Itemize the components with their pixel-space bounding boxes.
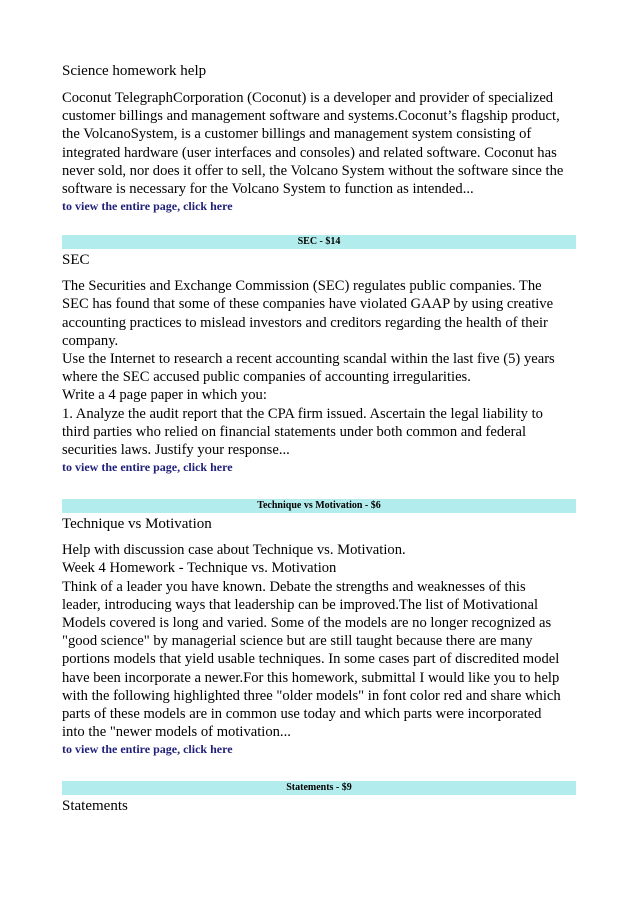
technique-banner: Technique vs Motivation - $6 bbox=[62, 499, 576, 513]
intro-title: Science homework help bbox=[62, 63, 207, 79]
document-page bbox=[62, 62, 576, 823]
technique-title: Technique vs Motivation bbox=[62, 516, 212, 533]
statements-title: Statements bbox=[62, 798, 128, 815]
sec-banner: SEC - $14 bbox=[62, 235, 576, 249]
intro-view-more-link[interactable]: to view the entire page, click here bbox=[62, 199, 233, 214]
intro-body: Coconut TelegraphCorporation (Coconut) is a developer and provider of specialized customer billings and management software and systems.Coconut’s flagship product, the VolcanoSystem, is a customer billings and management system consisting of integrated hardware (user interfaces and consoles) and related software. Coconut has never sold, nor does it offer to sell, the Volcano System without the software since the software is necessary for the Volcano System to function as intended... bbox=[62, 90, 564, 198]
statements-banner: Statements - $9 bbox=[62, 781, 576, 795]
technique-body: Help with discussion case about Technique vs. Motivation. Week 4 Homework - Technique vs. Motivation Think of a leader you have known. Debate the strengths and weaknesses of this leader, introducing ways that leadership can be improved.The list of Motivational Models covered is long and varied. Some of the models are no longer recognized as "good science" by managerial science but are still taught because there are many portions models that yield usable techniques. In some cases part of discredited model have been incorporate a newer.For this homework, submittal I would like you to help with the following highlighted three "older models" in font color red and share which parts of these models are in common use today and which parts were incorporated into the "newer models of motivation... bbox=[62, 542, 561, 741]
sec-body: The Securities and Exchange Commission (SEC) regulates public companies. The SEC has found that some of these companies have violated GAAP by using creative accounting practices to mislead investors and creditors regarding the health of their company. Use the Internet to research a recent accounting scandal within the last five (5) years where the SEC accused public companies of accounting irregularities. Write a 4 page paper in which you: 1. Analyze the audit report that the CPA firm issued. Ascertain the legal liability to third parties who relied on financial statements under both common and federal securities laws. Justify your response... bbox=[62, 278, 555, 459]
technique-view-more-link[interactable]: to view the entire page, click here bbox=[62, 742, 233, 757]
sec-view-more-link[interactable]: to view the entire page, click here bbox=[62, 460, 233, 475]
intro-section bbox=[62, 62, 576, 214]
sec-title: SEC bbox=[62, 252, 90, 269]
